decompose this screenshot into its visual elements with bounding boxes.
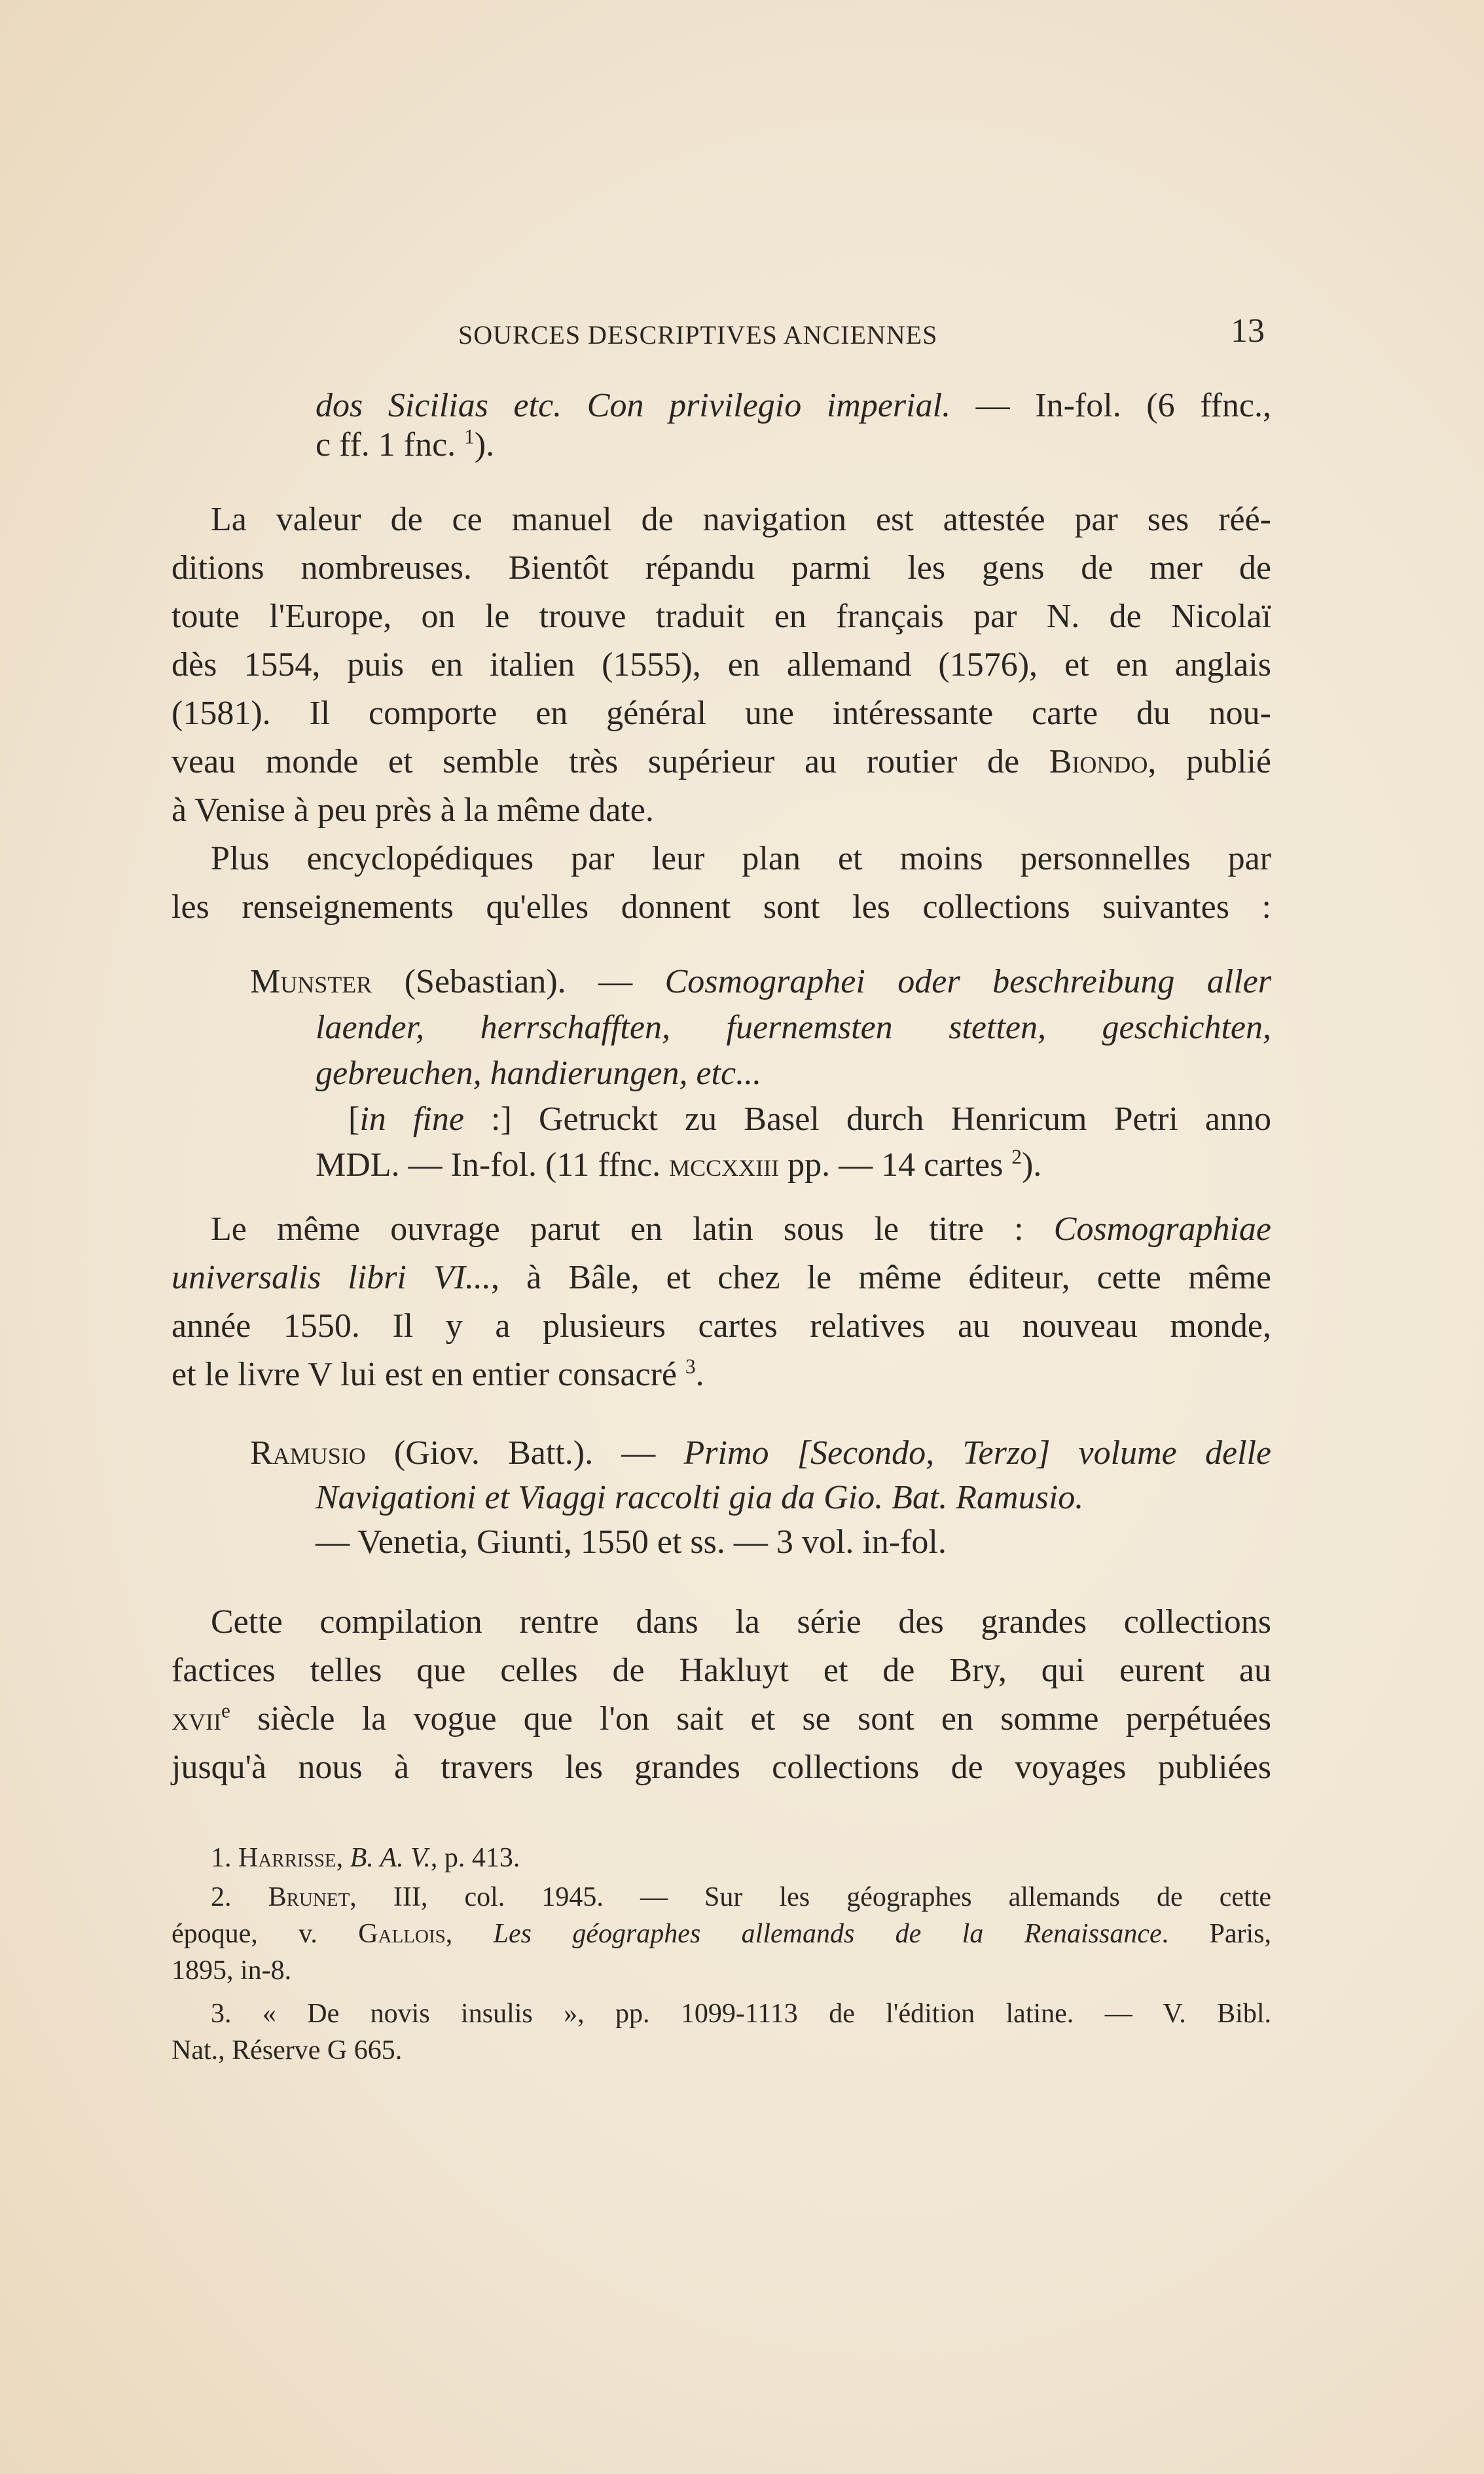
footnote-ref-2[interactable]: 2 (1011, 1145, 1022, 1169)
para2-line-2: les renseignements qu'elles donnent sont les collections suivantes : (172, 888, 1271, 926)
ramusio-entry-line-2: Navigationi et Viaggi raccolti gia da Gio. Bat. Ramusio. (316, 1479, 1084, 1516)
para1-line-4: dès 1554, puis en italien (1555), en allemand (1576), et en anglais (172, 646, 1271, 683)
para3-line-1: Le même ouvrage parut en latin sous le titre : Cosmographiae (211, 1210, 1271, 1248)
author-munster: Munster (250, 963, 372, 1000)
para3-line-4: et le livre V lui est en entier consacré $^3$. (172, 1355, 704, 1393)
munster-entry-line-3: gebreuchen, handierungen, etc... (316, 1055, 762, 1092)
para4-line-4: jusqu'à nous à travers les grandes collections de voyages publiées (172, 1749, 1271, 1786)
author-ramusio: Ramusio (250, 1434, 366, 1472)
para4-line-1: Cette compilation rentre dans la série des grandes collections (211, 1603, 1271, 1641)
footnote-ref-3[interactable]: 3 (685, 1355, 696, 1378)
author-biondo: Biondo (1049, 743, 1148, 780)
page-number: 13 (1231, 312, 1265, 350)
munster-entry-line-5: MDL. — In-fol. (11 ffnc. mccxxiii pp. — 14 cartes $^2$). (316, 1145, 1042, 1184)
para1-line-5: (1581). Il comporte en général une intéressante carte du nou- (172, 695, 1271, 732)
footnote-2-line-1: 2. Brunet, III, col. 1945. — Sur les géographes allemands de cette (211, 1882, 1271, 1912)
para4-line-3: xvii$^e$ siècle la vogue que l'on sait et se sont en somme perpétuées (172, 1699, 1271, 1737)
munster-entry-line-2: laender, herrschafften, fuernemsten stetten, geschichten, (316, 1009, 1271, 1046)
para4-line-2: factices telles que celles de Hakluyt et de Bry, qui eurent au (172, 1652, 1271, 1689)
footnote-3-line-1: 3. « De novis insulis », pp. 1099-1113 de l'édition latine. — V. Bibl. (211, 1999, 1271, 2029)
running-title: SOURCES DESCRIPTIVES ANCIENNES (458, 320, 938, 350)
para1-line-6: veau monde et semble très supérieur au routier de Biondo, publié (172, 743, 1271, 780)
footnote-3-line-2: Nat., Réserve G 665. (172, 2035, 403, 2065)
munster-entry-colophon: [in fine :] Getruckt zu Basel durch Henricum Petri anno (348, 1101, 1272, 1138)
para1-line-1: La valeur de ce manuel de navigation est attestée par ses réé- (211, 501, 1271, 538)
ramusio-entry-line-1: Ramusio (Giov. Batt.). — Primo [Secondo, Terzo] volume delle (250, 1434, 1271, 1472)
footnote-ref-1[interactable]: 1 (464, 425, 475, 448)
para1-line-3: toute l'Europe, on le trouve traduit en français par N. de Nicolaï (172, 598, 1271, 635)
para1-line-2: ditions nombreuses. Bientôt répandu parmi les gens de mer de (172, 549, 1271, 587)
footnote-1: 1. Harrisse, B. A. V., p. 413. (211, 1843, 520, 1873)
ramusio-entry-line-3: — Venetia, Giunti, 1550 et ss. — 3 vol. in-fol. (316, 1523, 947, 1561)
para3-line-2: universalis libri VI..., à Bâle, et chez le même éditeur, cette même (172, 1259, 1272, 1296)
para2-line-1: Plus encyclopédiques par leur plan et moins personnelles par (211, 840, 1271, 877)
para3-line-3: année 1550. Il y a plusieurs cartes relatives au nouveau monde, (172, 1307, 1271, 1345)
munster-entry-line-1: Munster (Sebastian). — Cosmographei oder beschreibung aller (250, 963, 1271, 1000)
entry-continuation-line-2: c ff. 1 fnc. $^1$). (316, 425, 495, 464)
footnote-2-line-3: 1895, in-8. (172, 1956, 292, 1986)
entry-title-italic: dos Sicilias etc. Con privilegio imperial. (316, 387, 951, 424)
footnote-2-line-2: époque, v. Gallois, Les géographes allemands de la Renaissance. Paris, (172, 1919, 1272, 1949)
entry-continuation-line-1: dos Sicilias etc. Con privilegio imperial. — In-fol. (6 ffnc., (316, 387, 1271, 424)
para1-line-7: à Venise à peu près à la même date. (172, 791, 654, 829)
